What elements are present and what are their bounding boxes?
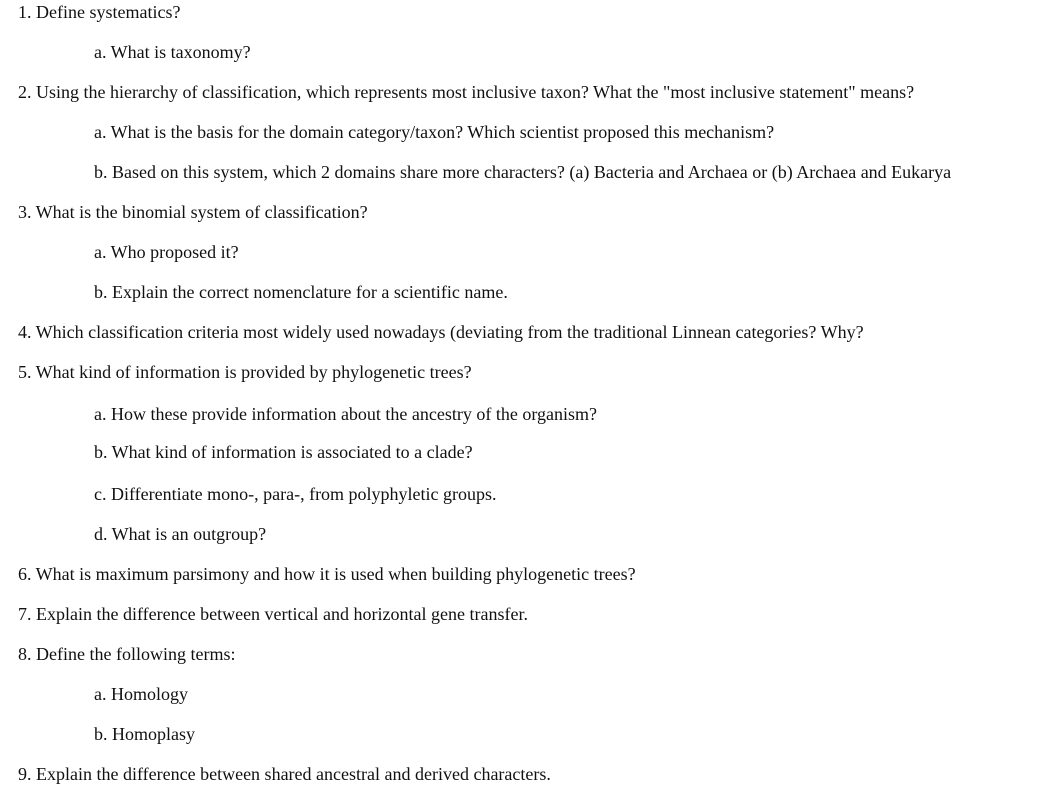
- question-7: 7. Explain the difference between vertical and horizontal gene transfer.: [18, 604, 528, 624]
- question-4: 4. Which classification criteria most widely used nowadays (deviating from the traditional Linnean categories? Why?: [18, 322, 864, 342]
- question-1: 1. Define systematics?: [18, 2, 181, 22]
- question-9: 9. Explain the difference between shared ancestral and derived characters.: [18, 764, 551, 784]
- question-8b: b. Homoplasy: [94, 724, 195, 744]
- question-2: 2. Using the hierarchy of classification, which represents most inclusive taxon? What the "most inclusive statement" means?: [18, 82, 915, 102]
- question-8: 8. Define the following terms:: [18, 644, 236, 664]
- question-5a: a. How these provide information about the ancestry of the organism?: [94, 404, 598, 424]
- question-2a: a. What is the basis for the domain category/taxon? Which scientist proposed this mechanism?: [94, 122, 775, 142]
- question-3: 3. What is the binomial system of classification?: [18, 202, 368, 222]
- question-5b: b. What kind of information is associated to a clade?: [94, 442, 473, 462]
- question-2b: b. Based on this system, which 2 domains share more characters? (a) Bacteria and Archaea or (b) Archaea and Eukarya: [94, 162, 952, 182]
- question-8a: a. Homology: [94, 684, 188, 704]
- question-6: 6. What is maximum parsimony and how it is used when building phylogenetic trees?: [18, 564, 636, 584]
- question-3a: a. Who proposed it?: [94, 242, 239, 262]
- question-5d: d. What is an outgroup?: [94, 524, 267, 544]
- question-5: 5. What kind of information is provided by phylogenetic trees?: [18, 362, 472, 382]
- question-5c: c. Differentiate mono-, para-, from polyphyletic groups.: [94, 484, 497, 504]
- question-1a: a. What is taxonomy?: [94, 42, 251, 62]
- question-3b: b. Explain the correct nomenclature for a scientific name.: [94, 282, 508, 302]
